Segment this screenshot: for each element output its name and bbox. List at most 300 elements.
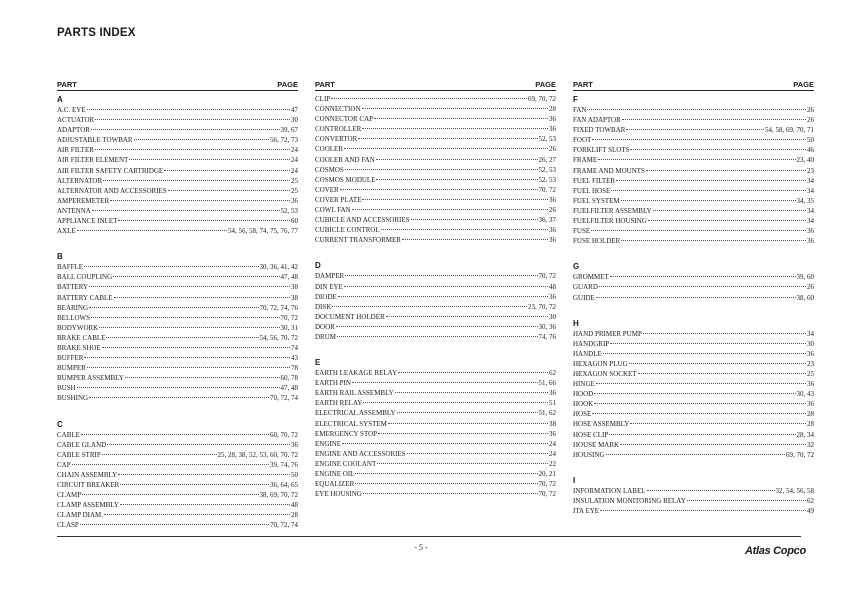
index-entry [57,490,298,500]
page-refs: 56, 72, 73 [270,136,298,145]
index-entry [315,235,556,245]
page-refs: 34 [807,329,814,338]
index-entry [573,226,814,236]
index-column-1 [57,80,298,530]
part-name: HANDGRIP [573,339,610,348]
page-refs: 60, 78 [280,374,298,383]
dot-leader [621,240,806,241]
section-spacer [573,303,814,315]
index-entry [315,271,556,281]
part-name: CURRENT TRANSFORMER [315,236,401,245]
page-header: PAGE [793,80,814,89]
dot-leader [345,169,538,170]
index-entry [573,282,814,292]
dot-leader [337,336,537,337]
index-entry [315,489,556,499]
dot-leader [411,219,538,220]
index-entry [573,105,814,115]
part-name: CLIP [315,95,331,103]
section-letter: I [573,475,576,485]
index-entry [315,155,556,165]
part-header: PART [57,80,77,89]
part-name: AIR FILTER SAFETY CARTRIDGE [57,166,164,175]
dot-leader [118,220,290,221]
dot-leader [72,464,269,465]
dot-leader [594,393,795,394]
page-refs: 39, 67 [280,126,298,135]
dot-leader [118,474,290,475]
dot-leader [377,463,548,464]
index-entry [57,115,298,125]
part-name: CONNECTOR CAP [315,115,374,124]
page-refs: 25, 28, 38, 52, 53, 60, 70, 72 [217,450,298,459]
index-entry [573,216,814,226]
part-name: EARTH LEAKAGE RELAY [315,369,398,378]
part-name: ITA EYE [573,507,600,515]
index-entry [573,155,814,165]
dot-leader [95,119,290,120]
section-spacer [57,404,298,416]
page-refs: 26 [807,283,814,292]
part-name: ENGINE [315,439,342,448]
page-refs: 36 [549,226,556,235]
page-refs: 70, 72 [280,313,298,322]
dot-leader [120,504,290,505]
part-name: BUSHING [57,394,89,403]
dot-leader [376,179,537,180]
index-entry [573,186,814,196]
index-entry [315,124,556,134]
section-letter: E [315,358,321,368]
dot-leader [620,444,806,445]
dot-leader [363,402,548,403]
part-name: HANDLE [573,349,602,358]
dot-leader [381,229,548,230]
part-name: COVER [315,185,339,194]
index-entry [57,333,298,343]
page-refs: 52, 53 [538,175,556,184]
index-entry [573,135,814,145]
page-refs: 36 [549,389,556,398]
part-name: DRUM [315,332,337,341]
index-entry [57,303,298,313]
page-refs: 50 [807,136,814,145]
index-entry [315,225,556,235]
page-refs: 26, 27 [538,155,556,164]
page-refs: 24 [549,449,556,458]
index-entry [57,206,298,216]
part-name: BODYWORK [57,323,99,332]
page-refs: 23, 70, 72 [528,302,556,311]
page-refs: 36 [549,292,556,301]
page-refs: 36 [807,380,814,389]
part-name: FRAME [573,156,598,165]
dot-leader [102,347,290,348]
index-entry [573,369,814,379]
page-refs: 74 [291,343,298,352]
page-refs: 74, 76 [538,332,556,341]
part-name: HAND PRIMER PUMP [573,329,642,338]
dot-leader [362,108,549,109]
dot-leader [648,220,806,221]
index-entry [315,215,556,225]
part-name: BATTERY CABLE [57,293,113,302]
part-name: GROMMET [573,273,609,282]
dot-leader [609,434,795,435]
index-entry [315,459,556,469]
part-name: BEARING [57,303,89,312]
index-entry [57,363,298,373]
part-name: COSMOS MODULE [315,175,376,184]
page-refs: 28 [807,410,814,419]
part-name: CABLE STRIP [57,450,101,459]
index-entry [57,216,298,226]
dot-leader [398,372,548,373]
index-entry [315,312,556,322]
page-refs: 36, 37 [538,216,556,225]
index-entry [573,359,814,369]
part-name: APPLIANCE INLET [57,217,118,226]
dot-leader [125,377,280,378]
page-refs: 30, 36, 41, 42 [259,263,298,272]
index-entry [573,196,814,206]
atlas-copco-logo: Atlas Copco [745,545,806,557]
index-column-3 [573,80,814,516]
page-refs: 36 [291,196,298,205]
part-name: BALL COUPLING [57,273,113,282]
section-spacer [573,246,814,258]
dot-leader [104,514,290,515]
index-entry [573,329,814,339]
index-entry [57,125,298,135]
page-refs: 47 [291,106,298,114]
page-refs: 36 [807,400,814,409]
page-refs: 38 [291,283,298,292]
page-refs: 48 [291,501,298,510]
part-name: FAN ADAPTOR [573,116,621,125]
index-entry [57,383,298,393]
dot-leader [629,363,806,364]
dot-leader [80,524,269,525]
index-entry [315,302,556,312]
index-entry [315,205,556,215]
part-name: BUMPER ASSEMBLY [57,374,124,383]
index-section [57,251,298,403]
index-entry [573,440,814,450]
index-entry [57,176,298,186]
part-name: COOLER [315,145,343,154]
page-refs: 70, 72, 74 [270,394,298,403]
index-entry [57,196,298,206]
page-refs: 36 [807,237,814,246]
part-name: CUBICLE CONTROL [315,226,380,235]
part-name: DOOR [315,322,335,331]
dot-leader [647,490,775,491]
dot-leader [592,139,806,140]
index-entry [573,409,814,419]
index-entry [315,479,556,489]
page-refs: 38 [549,419,556,428]
index-column-2 [315,80,556,499]
dot-leader [84,266,258,267]
part-name: BATTERY [57,283,89,292]
part-name: CIRCUIT BREAKER [57,481,120,489]
dot-leader [622,119,806,120]
index-entry [573,430,814,440]
page-refs: 30, 31 [280,323,298,332]
index-entry [57,500,298,510]
page-refs: 52, 53 [280,206,298,215]
part-name: FORKLIFT SLOTS [573,146,630,155]
index-entry [315,398,556,408]
index-entry [315,292,556,302]
dot-leader [352,382,538,383]
index-entry [573,115,814,125]
page-header: PAGE [535,80,556,89]
dot-leader [591,230,806,231]
index-entry [57,430,298,440]
column-header [315,80,556,91]
index-section [315,94,556,245]
dot-leader [643,333,806,334]
dot-leader [336,326,538,327]
part-name: DOCUMENT HOLDER [315,312,385,321]
index-entry [57,145,298,155]
part-name: HOUSING [573,450,605,459]
dot-leader [340,189,538,190]
dot-leader [92,210,280,211]
part-name: HOOK [573,400,594,409]
page-refs: 36 [549,125,556,134]
page-refs: 62 [807,496,814,505]
page-refs: 70, 72, 74 [270,521,298,530]
dot-leader [592,413,806,414]
part-name: HEXAGON SOCKET [573,369,637,378]
part-name: DAMPER [315,272,345,281]
page-refs: 34 [807,217,814,226]
column-header [573,80,814,91]
dot-leader [106,337,258,338]
page-refs: 30, 36 [538,322,556,331]
index-entry [315,104,556,114]
index-section [57,419,298,531]
index-entry [315,114,556,124]
page-refs: 47, 48 [280,273,298,282]
dot-leader [388,423,548,424]
dot-leader [630,423,806,424]
dot-leader [107,444,290,445]
page-refs: 25 [807,369,814,378]
part-name: CHAIN ASSEMBLY [57,470,118,479]
part-name: FRAME AND MOUNTS [573,166,645,175]
dot-leader [91,129,280,130]
page-refs: 39, 74, 76 [270,460,298,469]
part-name: ENGINE OIL [315,470,355,478]
page-refs: 38, 60 [796,293,814,302]
index-entry [573,419,814,429]
part-name: DISK [315,302,332,311]
section-spacer [315,245,556,257]
page-refs: 30 [549,312,556,321]
part-name: BELLOWS [57,313,91,322]
page-refs: 52, 53 [538,135,556,144]
dot-leader [376,159,538,160]
index-entry [573,272,814,282]
index-entry [57,293,298,303]
index-entry [57,440,298,450]
index-entry [315,419,556,429]
index-entry [573,389,814,399]
index-entry [57,510,298,520]
page-refs: 49 [807,507,814,515]
footer-divider [57,536,801,537]
page-refs: 25 [291,186,298,195]
dot-leader [87,367,290,368]
dot-leader [603,353,806,354]
index-section [315,357,556,499]
index-entry [573,399,814,409]
dot-leader [596,297,796,298]
page-refs: 70, 72 [538,185,556,194]
index-entry [315,165,556,175]
index-entry [573,486,814,496]
index-entry [315,134,556,144]
page-refs: 51 [549,399,556,408]
section-letter: G [573,262,580,272]
dot-leader [616,180,806,181]
index-entry [573,506,814,516]
page-refs: 51, 62 [538,409,556,418]
index-entry [315,449,556,459]
part-name: FUSE HOLDER [573,237,621,246]
dot-leader [103,180,290,181]
part-name: BRAKE CABLE [57,333,106,342]
page-refs: 69, 70, 72 [528,95,556,103]
index-section [573,318,814,460]
dot-leader [397,412,538,413]
part-name: FUSE [573,227,591,236]
section-spacer [315,342,556,354]
page-refs: 30, 43 [796,390,814,399]
part-name: GUIDE [573,293,595,302]
section-letter: F [573,95,578,104]
part-name: CLAMP DIAM. [57,511,104,520]
dot-leader [77,230,227,231]
dot-leader [120,484,269,485]
part-name: EMERGENCY STOP [315,429,378,438]
part-name: INFORMATION LABEL [573,486,646,495]
dot-leader [610,276,796,277]
page-refs: 39, 60 [796,273,814,282]
part-name: FUEL FILTER [573,176,616,185]
index-entry [57,520,298,530]
page-refs: 23 [807,359,814,368]
page-title: PARTS INDEX [57,27,136,39]
part-name: CLAMP ASSEMBLY [57,501,119,510]
part-name: COOLER AND FAN [315,155,375,164]
page-refs: 60, 70, 72 [270,430,298,439]
page-refs: 47, 48 [280,384,298,393]
page-refs: 25 [291,176,298,185]
index-entry [315,388,556,398]
dot-leader [331,98,527,99]
page-refs: 24 [549,439,556,448]
page-refs: 54, 56, 58, 74, 75, 76, 77 [228,227,298,236]
dot-leader [378,433,548,434]
part-name: HOSE [573,410,592,419]
index-entry [57,323,298,333]
page-refs: 30 [291,116,298,125]
page-refs: 48 [549,282,556,291]
page-refs: 34, 35 [796,196,814,205]
section-spacer [57,236,298,248]
dot-leader [402,239,548,240]
index-entry [57,135,298,145]
dot-leader [77,387,280,388]
page-refs: 32, 54, 56, 58 [775,486,814,495]
page-refs: 36 [549,115,556,124]
index-entry [57,262,298,272]
part-name: ACTUATOR [57,116,95,125]
index-section [573,94,814,246]
dot-leader [599,286,806,287]
index-entry [315,368,556,378]
dot-leader [594,403,806,404]
part-name: FIXED TOWBAR [573,126,626,135]
part-name: DIN EYE [315,282,343,291]
dot-leader [89,307,258,308]
page-refs: 36 [807,349,814,358]
page-refs: 28 [807,420,814,429]
section-letter: C [57,419,63,429]
page-number: - 5 - [414,543,428,552]
page-refs: 36 [807,227,814,236]
index-entry [573,176,814,186]
part-name: ADAPTOR [57,126,90,135]
index-entry [57,353,298,363]
index-entry [573,125,814,135]
part-name: CLAMP [57,491,82,500]
page-refs: 36, 64, 65 [270,481,298,489]
page-refs: 36 [549,236,556,245]
part-name: FAN [573,106,587,114]
dot-leader [611,190,806,191]
dot-leader [352,209,548,210]
index-entry [573,293,814,303]
page-refs: 22 [549,459,556,468]
dot-leader [110,200,290,201]
index-entry [315,94,556,104]
dot-leader [344,286,548,287]
index-section [57,94,298,236]
part-name: AIR FILTER [57,146,94,155]
dot-leader [113,276,279,277]
index-entry [315,175,556,185]
index-entry [315,439,556,449]
page-refs: 23, 40 [796,156,814,165]
part-name: ELECTRICAL SYSTEM [315,419,387,428]
part-name: FUELFILTER HOUSING [573,217,647,226]
part-name: AXLE [57,227,76,236]
dot-leader [630,149,806,150]
page-refs: 36 [549,195,556,204]
index-entry [57,272,298,282]
dot-leader [164,170,290,171]
index-entry [315,322,556,332]
page-refs: 46 [807,146,814,155]
index-entry [573,236,814,246]
dot-leader [600,510,806,511]
